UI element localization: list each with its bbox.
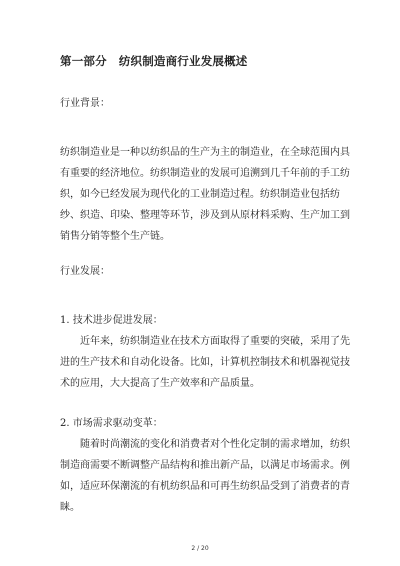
page-title <box>60 53 248 69</box>
section-heading-development: 行业发展： <box>60 266 110 277</box>
point1-heading: 1. 技术进步促进发展： <box>60 315 163 326</box>
section-heading-background: 行业背景： <box>60 98 110 109</box>
title-text: 纺织制造商行业发展概述 <box>118 54 248 68</box>
point1-paragraph: 近年来，纺织制造业在技术方面取得了重要的突破，采用了先进的生产技术和自动化设备。比如，计算机控制技术和机器视觉技术的应用，大大提高了生产效率和产品质量。 <box>60 336 350 389</box>
page-number: 2 / 20 <box>191 545 209 552</box>
background-paragraph: 纺织制造业是一种以纺织品的生产为主的制造业，在全球范围内具有重要的经济地位。纺织制造业的发展可追溯到几千年前的手工纺织，如今已经发展为现代化的工业制造过程。纺织制造业包括纺纱、织造、印染、整理等环节，涉及到从原材料采购、生产加工到销售分销等整个生产链。 <box>60 147 350 242</box>
point2-paragraph: 随着时尚潮流的变化和消费者对个性化定制的需求增加，纺织制造商需要不断调整产品结构和推出新产品，以满足市场需求。例如，适应环保潮流的有机纺织品和可再生纺织品受到了消费者的青睐。 <box>60 439 350 513</box>
point2-heading: 2. 市场需求驱动变革： <box>60 418 163 429</box>
title-part: 第一部分 <box>60 54 107 68</box>
